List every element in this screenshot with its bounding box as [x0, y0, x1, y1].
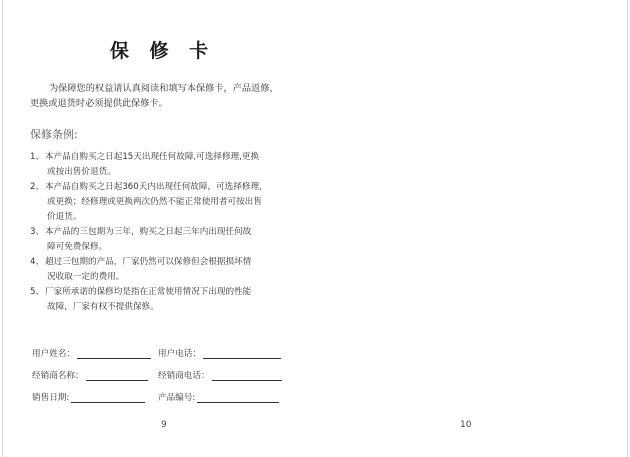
term-line: 或更换；经修理或更换两次仍然不能正常使用者可按出售: [47, 197, 262, 207]
term-item-1: [30, 150, 305, 180]
intro-paragraph: [30, 81, 300, 111]
product-no-blank: [197, 391, 279, 403]
term-item-3: [30, 225, 305, 255]
term-line: 厂家所承诺的保修均是指在正常使用情况下出现的性能: [45, 287, 252, 297]
user-name-label: 用户姓名：: [32, 349, 75, 359]
term-line: 故障，厂家有权不提供保修。: [47, 302, 159, 312]
form-row-2: [32, 367, 302, 381]
page-edge-right: [627, 0, 628, 457]
term-line: 超过三包期的产品，厂家仍然可以保修但会根据损坏情: [45, 257, 252, 267]
dealer-name-blank: [86, 369, 148, 381]
term-line: 障可免费保修。: [47, 242, 108, 252]
term-line: 况收取一定的费用。: [47, 272, 125, 282]
term-number: 1、: [30, 152, 45, 162]
page-number-left: 9: [161, 420, 167, 430]
term-line: 或按出售价退货。: [47, 167, 116, 177]
dealer-name-field: [32, 369, 158, 381]
sale-date-blank: [71, 391, 145, 403]
form-row-3: [32, 389, 302, 403]
user-name-field: [32, 347, 158, 359]
intro-line-2: 更换或退货时必须提供此保修卡。: [30, 98, 168, 109]
dealer-name-label: 经销商名称：: [32, 371, 84, 381]
term-line: 本产品的三包期为三年，购买之日起三年内出现任何故: [45, 227, 252, 237]
page-title: 保 修 卡: [109, 40, 216, 62]
dealer-phone-field: [158, 369, 286, 381]
user-phone-field: [158, 347, 286, 359]
term-item-2: [30, 180, 305, 225]
term-number: 2、: [30, 182, 45, 192]
user-phone-label: 用户电话：: [158, 349, 201, 359]
term-line: 价退货。: [47, 212, 82, 222]
form-row-1: [32, 345, 302, 359]
dealer-phone-blank: [212, 369, 282, 381]
dealer-phone-label: 经销商电话：: [158, 371, 210, 381]
intro-line-1: 为保障您的权益请认真阅读和填写本保修卡，产品返修，: [49, 83, 279, 94]
sale-date-label: 销售日期:: [32, 393, 70, 403]
term-item-4: [30, 255, 305, 285]
term-item-5: [30, 285, 305, 315]
term-number: 4、: [30, 257, 45, 267]
terms-heading: 保修条例:: [30, 128, 78, 141]
page-number-right: 10: [460, 420, 472, 430]
term-number: 5、: [30, 287, 45, 297]
product-no-field: [158, 391, 286, 403]
product-no-label: 产品编号:: [158, 393, 196, 403]
sale-date-field: [32, 391, 158, 403]
user-name-blank: [77, 347, 151, 359]
term-line: 本产品自购买之日起360天内出现任何故障，可选择修理，: [45, 182, 268, 192]
terms-list: [30, 150, 305, 315]
warranty-form: [32, 345, 302, 411]
term-line: 本产品自购买之日起15天出现任何故障,可选择修理,更换: [45, 152, 260, 162]
user-phone-blank: [203, 347, 281, 359]
term-number: 3、: [30, 227, 45, 237]
